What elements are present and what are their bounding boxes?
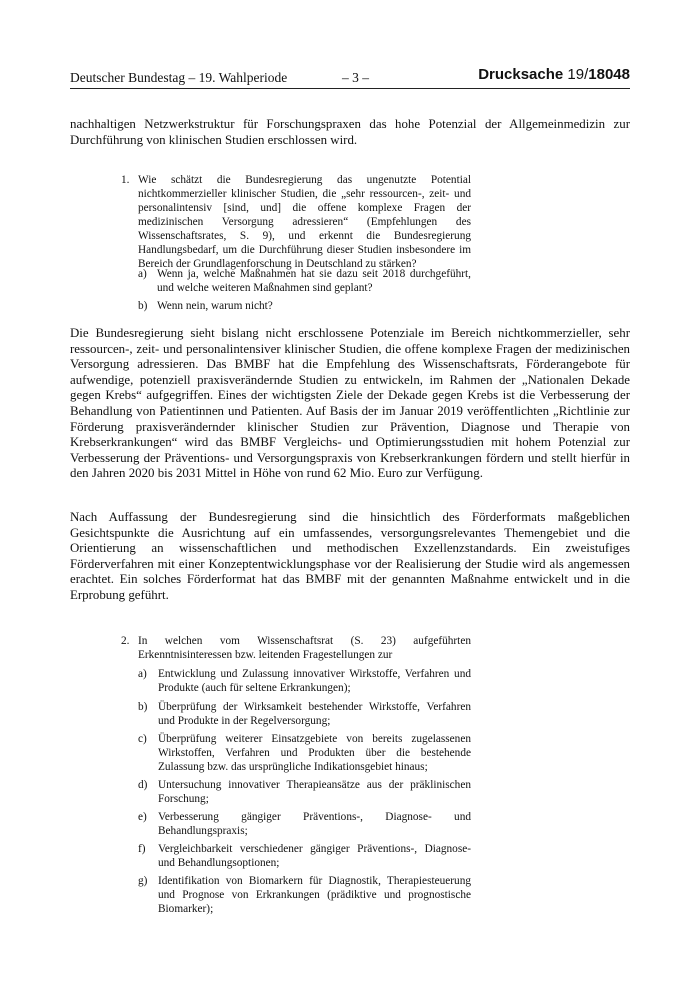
header-doc-prefix: 19/ — [567, 66, 589, 83]
question-2f-label: f) — [138, 843, 146, 855]
question-2a-label: a) — [138, 668, 147, 680]
question-2g-label: g) — [138, 875, 148, 887]
question-2e-label: e) — [138, 811, 147, 823]
question-1b-text: Wenn nein, warum nicht? — [157, 300, 273, 312]
question-2b-label: b) — [138, 701, 148, 713]
header-doc-number: 18048 — [588, 66, 630, 83]
question-2e-text: Verbesserung gängiger Präventions-, Diagnose- und Behandlungspraxis; — [158, 811, 471, 837]
question-2c-label: c) — [138, 733, 147, 745]
question-1a-text: Wenn ja, welche Maßnahmen hat sie dazu seit 2018 durchgeführt, und welche weiteren Maßnahmen sind geplant? — [157, 268, 471, 294]
header-doc-label: Drucksache — [478, 66, 564, 83]
question-1a-label: a) — [138, 268, 147, 280]
header-document-id — [478, 66, 630, 83]
question-1-number: 1. — [121, 174, 130, 186]
question-2g-text: Identifikation von Biomarkern für Diagnostik, Therapiesteuerung und Prognose von Erkrankungen (prädiktive und prognostische Biomarker); — [158, 875, 471, 915]
question-2d-label: d) — [138, 779, 148, 791]
question-2c-text: Überprüfung weiterer Einsatzgebiete von bereits zugelassenen Wirkstoffen, Verfahren und Produkten über die bestehende Zulassung bzw. das ursprüngliche Indikationsgebiet hinaus; — [158, 733, 471, 773]
header-parliament: Deutscher Bundestag – 19. Wahlperiode — [70, 70, 288, 85]
question-2b-text: Überprüfung der Wirksamkeit bestehender Wirkstoffe, Verfahren und Produkte in der Regelversorgung; — [158, 701, 471, 727]
question-2-number: 2. — [121, 635, 130, 647]
header-page-number: – 3 – — [342, 70, 369, 85]
page-header — [70, 66, 630, 89]
intro-paragraph: nachhaltigen Netzwerkstruktur für Forschungspraxen das hohe Potenzial der Allgemeinmedizin zur Durchführung von klinischen Studien erschlossen wird. — [70, 117, 630, 147]
question-2d-text: Untersuchung innovativer Therapieansätze aus der präklinischen Forschung; — [158, 779, 471, 805]
question-2-text: In welchen vom Wissenschaftsrat (S. 23) aufgeführten Erkenntnisinteressen bzw. leitenden Fragestellungen zur — [138, 635, 471, 661]
question-1-text: Wie schätzt die Bundesregierung das ungenutzte Potential nichtkommerzieller klinischer Studien, die „sehr ressourcen-, zeit- und personalintensiv [sind, und] die offene komplexe Fragen der medizinischen Versorgung adressieren“ (Empfehlungen des Wissenschaftsrates, S. 9), und erkennt die Bundesregierung Handlungsbedarf, um die Durchführung dieser Studien insbesondere im Bereich der Grundlagenforschung in Deutschland zu stärken? — [138, 174, 471, 270]
question-2a-text: Entwicklung und Zulassung innovativer Wirkstoffe, Verfahren und Produkte (auch für seltene Erkrankungen); — [158, 668, 471, 694]
question-2f-text: Vergleichbarkeit verschiedener gängiger Präventions-, Diagnose- und Behandlungsoptionen; — [158, 843, 471, 869]
answer-1-paragraph-2: Nach Auffassung der Bundesregierung sind die hinsichtlich des Förderformats maßgeblichen Gesichtspunkte die Ausrichtung auf ein umfassendes, versorgungsrelevantes Themengebiet und die Orientierung an wissenschaftlichen und methodischen Exzellenzstandards. Ein zweistufiges Förderverfahren mit einer Konzeptentwicklungsphase vor der Realisierung der Studie wird als angemessen erachtet. Ein solches Förderformat hat das BMBF mit der genannten Maßnahme entwickelt und in die Erprobung geführt. — [70, 510, 630, 602]
answer-1-paragraph-1: Die Bundesregierung sieht bislang nicht erschlossene Potenziale im Bereich nichtkommerzieller, sehr ressourcen-, zeit- und personalintensiver klinischer Studien, die offene komplexe Fragen der medizinischen Versorgung adressieren. Das BMBF hat die Empfehlung des Wissenschaftsrats, Förderangebote für aufwendige, potenziell praxisverändernde Studien zu entwickeln, im Rahmen der „Nationalen Dekade gegen Krebs“ aufgegriffen. Eines der wichtigsten Ziele der Dekade gegen Krebs ist die Verbesserung der Behandlung von Patientinnen und Patienten. Auf Basis der im Januar 2019 veröffentlichten „Richtlinie zur Förderung praxisverändernder klinischer Studien zur Prävention, Diagnose und Therapie von Krebserkrankungen“ wird das BMBF Vergleichs- und Optimierungsstudien mit hohem Potenzial zur Verbesserung der Präventions- und Versorgungspraxis von Krebserkrankungen fördern und stellt hierfür in den Jahren 2020 bis 2031 Mittel in Höhe von rund 62 Mio. Euro zur Verfügung. — [70, 326, 630, 481]
question-1b-label: b) — [138, 300, 148, 312]
